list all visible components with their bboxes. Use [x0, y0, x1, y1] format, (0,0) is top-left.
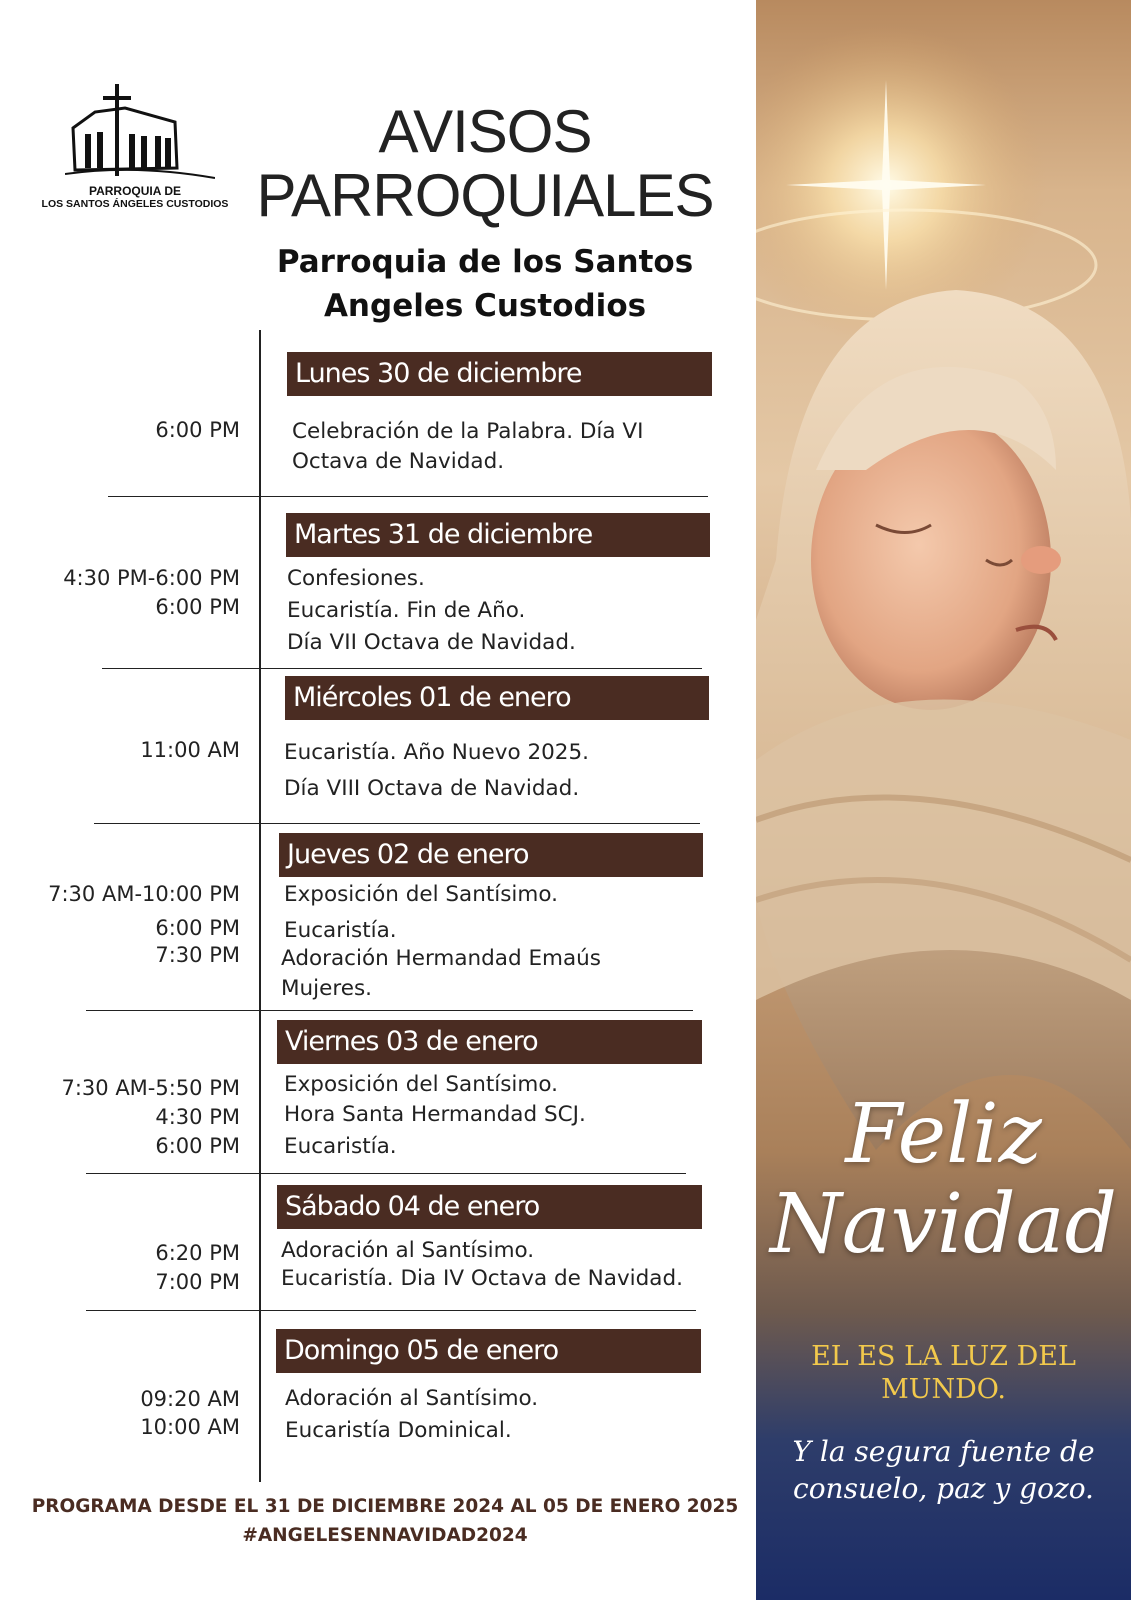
- logo-caption: [20, 184, 250, 211]
- event-line: Eucaristía. Dia IV Octava de Navidad.: [281, 1266, 683, 1291]
- program-range: PROGRAMA DESDE EL 31 DE DICIEMBRE 2024 AL 05 DE ENERO 2025: [31, 1496, 739, 1517]
- logo-line2: LOS SANTOS ÁNGELES CUSTODIOS: [41, 198, 229, 210]
- navidad-word: Navidad: [769, 1177, 1118, 1272]
- event-line: Mujeres.: [281, 976, 373, 1001]
- consuelo-line1: Y la segura fuente de: [792, 1435, 1095, 1468]
- time-entry: 11:00 AM: [140, 738, 240, 762]
- page-title: [255, 100, 715, 228]
- day-header-martes: Martes 31 de diciembre: [286, 513, 710, 557]
- time-column: [0, 566, 240, 636]
- event-line: Eucaristía.: [284, 918, 397, 943]
- time-column: [0, 418, 240, 458]
- time-entry: 7:30 AM-5:50 PM: [61, 1076, 240, 1100]
- event-line: Celebración de la Palabra. Día VI: [292, 419, 644, 444]
- day-separator: [102, 668, 702, 669]
- event-line: Exposición del Santísimo.: [284, 1072, 558, 1097]
- event-line: Día VII Octava de Navidad.: [287, 630, 576, 655]
- time-entry: 09:20 AM: [140, 1387, 240, 1411]
- luz-line1: EL ES LA LUZ DEL: [811, 1341, 1076, 1372]
- time-entry: 6:00 PM: [155, 595, 240, 619]
- christmas-banner: [756, 0, 1131, 1600]
- time-entry: 7:30 PM: [155, 943, 240, 967]
- day-separator: [86, 1173, 686, 1174]
- luz-message: [756, 1340, 1131, 1406]
- subtitle-line2: Angeles Custodios: [323, 288, 647, 324]
- subtitle-line1: Parroquia de los Santos: [276, 244, 694, 280]
- title-line1: AVISOS: [378, 98, 592, 165]
- church-cross-icon: [65, 78, 215, 188]
- day-header-viernes: Viernes 03 de enero: [277, 1020, 702, 1064]
- time-entry: 4:30 PM-6:00 PM: [63, 566, 240, 590]
- event-line: Eucaristía.: [284, 1134, 397, 1159]
- event-line: Eucaristía Dominical.: [285, 1418, 512, 1443]
- event-line: Eucaristía. Fin de Año.: [287, 598, 526, 623]
- logo-line1: PARROQUIA DE: [88, 184, 181, 198]
- event-line: Confesiones.: [287, 566, 425, 591]
- event-line: Eucaristía. Año Nuevo 2025.: [284, 740, 589, 765]
- time-column: [0, 882, 240, 982]
- hashtag: #ANGELESENNAVIDAD2024: [242, 1525, 528, 1546]
- event-line: Exposición del Santísimo.: [284, 882, 558, 907]
- day-header-sabado: Sábado 04 de enero: [277, 1185, 702, 1229]
- event-line: Adoración Hermandad Emaús: [281, 946, 601, 971]
- program-footer: [30, 1492, 740, 1550]
- day-header-lunes: Lunes 30 de diciembre: [287, 352, 712, 396]
- feliz-word: Feliz: [845, 1087, 1042, 1182]
- time-entry: 7:00 PM: [155, 1270, 240, 1294]
- time-entry: 10:00 AM: [140, 1415, 240, 1439]
- time-entry: 6:00 PM: [155, 916, 240, 940]
- time-column: [0, 1387, 240, 1447]
- parish-logo: [20, 78, 250, 218]
- day-separator: [86, 1310, 696, 1311]
- day-header-domingo: Domingo 05 de enero: [276, 1329, 701, 1373]
- day-separator: [108, 496, 708, 497]
- feliz-navidad-heading: [756, 1087, 1131, 1272]
- page-subtitle: [235, 240, 735, 328]
- consuelo-line2: consuelo, paz y gozo.: [793, 1472, 1094, 1505]
- day-header-miercoles: Miércoles 01 de enero: [285, 676, 709, 720]
- time-entry: 6:00 PM: [155, 418, 240, 442]
- time-entry: 6:20 PM: [155, 1241, 240, 1265]
- time-entry: 4:30 PM: [155, 1105, 240, 1129]
- time-entry: 6:00 PM: [155, 1134, 240, 1158]
- day-separator: [86, 1010, 693, 1011]
- time-column: [0, 1076, 240, 1166]
- event-line: Día VIII Octava de Navidad.: [284, 776, 580, 801]
- day-header-jueves: Jueves 02 de enero: [279, 833, 703, 877]
- event-line: Adoración al Santísimo.: [285, 1386, 539, 1411]
- time-entry: 7:30 AM-10:00 PM: [48, 882, 240, 906]
- luz-line2: MUNDO.: [881, 1374, 1006, 1405]
- time-column: [0, 738, 240, 778]
- consuelo-message: [756, 1433, 1131, 1507]
- event-line: Octava de Navidad.: [292, 449, 505, 474]
- event-line: Adoración al Santísimo.: [281, 1238, 535, 1263]
- day-separator: [94, 823, 700, 824]
- title-line2: PARROQUIALES: [256, 162, 714, 229]
- event-line: Hora Santa Hermandad SCJ.: [284, 1102, 586, 1127]
- time-column: [0, 1241, 240, 1301]
